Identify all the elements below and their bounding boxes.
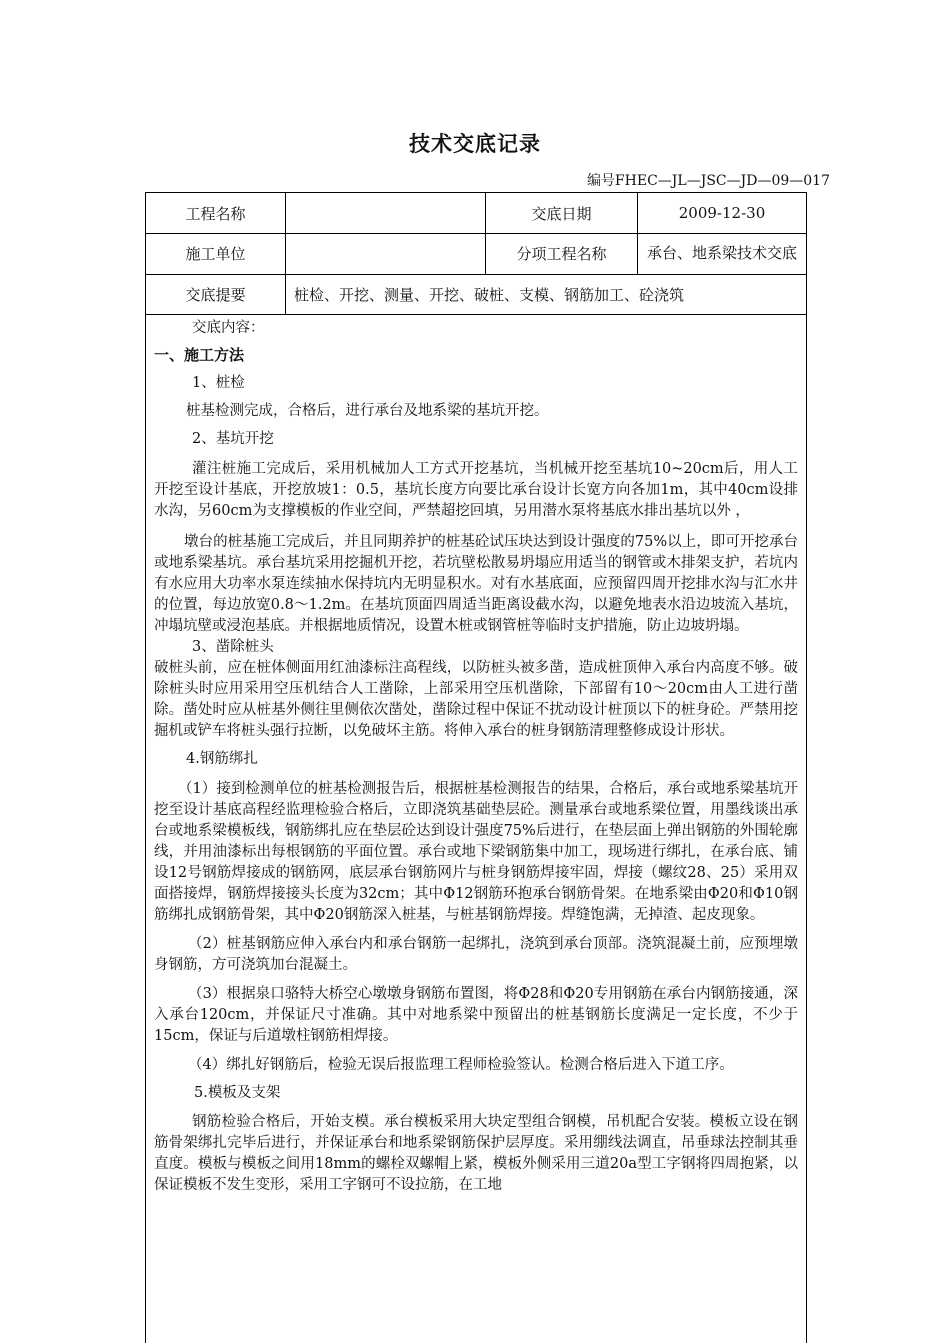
paragraph-3-1: 破桩头前，应在桩体侧面用红油漆标注高程线，以防桩头被多凿，造成桩顶伸入承台内高度不够。破除桩头时应用采用空压机结合人工凿除，上部采用空压机凿除，下部留有10～20cm由人工进行凿除。凿处时应从桩基外侧往里侧依次凿处，凿除过程中保证不扰动设计桩顶以下的桩身砼。严禁用挖掘机或铲车将桩头强行拉断，以免破坏主筋。将伸入承台的桩身钢筋清理整修成设计形状。 <box>154 660 798 739</box>
paragraph-2-1: 灌注桩施工完成后，采用机械加人工方式开挖基坑，当机械开挖至基坑10~20cm后，用人工开挖至设计基底，开挖放坡1：0.5，基坑长度方向要比承台设计长宽方向各加1m，其中40cm设排水沟，另60cm为支撑模板的作业空间，严禁超挖回填，另用潜水泵将基底水排出基坑以外 ， <box>154 461 798 519</box>
paragraph-4-1: （1）接到检测单位的桩基检测报告后，根据桩基检测报告的结果，合格后，承台或地系梁基坑开挖至设计基底高程经监理检验合格后，立即浇筑基础垫层砼。测量承台或地系梁位置，用墨线谈出承台或地系梁模板线，钢筋绑扎应在垫层砼达到设计强度75%后进行，在垫层面上弹出钢筋的外围轮廓线，并用油漆标出每根钢筋的平面位置。承台或地下梁钢筋集中加工，现场进行绑扎，在承台底、铺设12号钢筋焊接成的钢筋网，底层承台钢筋网片与桩身钢筋焊接牢固，焊接（螺纹28、25）采用双面搭接焊，钢筋焊接接头长度为32cm；其中Φ12钢筋环抱承台钢筋骨架。在地系梁由Φ20和Φ10钢筋绑扎成钢筋骨架，其中Φ20钢筋深入桩基，与桩基钢筋焊接。焊缝饱满，无掉渣、起皮现象。 <box>154 781 798 923</box>
paragraph-4-3: （3）根据泉口骆特大桥空心墩墩身钢筋布置图，将Φ28和Φ20专用钢筋在承台内钢筋接通，深入承台120cm，并保证尺寸准确。其中对地系梁中预留出的桩基钢筋长度满足一定长度，不少于15cm，保证与后道墩柱钢筋相焊接。 <box>154 986 798 1044</box>
header-row-project <box>146 193 806 234</box>
content-body <box>146 315 806 1196</box>
summary-value: 桩检、开挖、测量、开挖、破桩、支模、钢筋加工、砼浇筑 <box>294 285 685 304</box>
project-name-value <box>286 193 486 233</box>
header-row-unit <box>146 233 806 275</box>
date-label: 交底日期 <box>486 193 638 233</box>
summary-label: 交底提要 <box>146 274 286 314</box>
paragraph-1-1: 桩基检测完成，合格后，进行承台及地系梁的基坑开挖。 <box>186 403 549 419</box>
record-table <box>145 192 807 1343</box>
section-heading: 一、施工方法 <box>154 346 245 364</box>
project-name-label: 工程名称 <box>146 193 286 233</box>
subsection-heading-2: 2、基坑开挖 <box>192 431 274 447</box>
paragraph-5-1: 钢筋检验合格后，开始支模。承台模板采用大块定型组合钢模，吊机配合安装。模板立设在钢筋骨架绑扎完毕后进行，并保证承台和地系梁钢筋保护层厚度。采用绷线法调直，吊垂球法控制其垂直度。模板与模板之间用18mm的螺栓双螺帽上紧，模板外侧采用三道20a型工字钢将四周抱紧，以保证模板不发生变形，采用工字钢可不设拉筋，在工地 <box>154 1114 798 1193</box>
paragraph-4-4: （4）绑扎好钢筋后，检验无误后报监理工程师检验签认。检测合格后进入下道工序。 <box>188 1057 734 1073</box>
unit-label: 施工单位 <box>146 233 286 274</box>
subsection-heading-4: 4.钢筋绑扎 <box>186 751 258 767</box>
subsection-heading-3: 3、凿除桩头 <box>192 639 274 655</box>
subsection-heading-1: 1、桩检 <box>192 375 245 391</box>
subsection-heading-5: 5.模板及支架 <box>194 1085 281 1101</box>
date-value: 2009-12-30 <box>678 204 766 222</box>
subitem-value: 承台、地系梁技术交底 <box>646 244 797 262</box>
content-intro: 交底内容： <box>192 320 265 336</box>
page-title: 技术交底记录 <box>409 131 541 156</box>
paragraph-4-2: （2）桩基钢筋应伸入承台内和承台钢筋一起绑扎，浇筑到承台顶部。浇筑混凝土前，应预埋墩身钢筋，方可浇筑加台混凝土。 <box>154 936 798 973</box>
unit-value <box>286 233 486 274</box>
header-row-summary <box>146 274 806 315</box>
paragraph-2-2: 墩台的桩基施工完成后，并且同期养护的桩基砼试压块达到设计强度的75%以上，即可开挖承台或地系梁基坑。承台基坑采用挖掘机开挖，若坑壁松散易坍塌应用适当的钢管或木排架支护，若坑内有水应用大功率水泵连续抽水保持坑内无明显积水。对有水基底面，应预留四周开挖排水沟与汇水井的位置，每边放宽0.8～1.2m。在基坑顶面四周适当距离设截水沟，以避免地表水沿边坡流入基坑，冲塌坑壁或浸泡基底。并根据地质情况，设置木桩或钢管桩等临时支护措施，防止边坡坍塌。 <box>154 534 798 634</box>
document-number: 编号FHEC—JL—JSC—JD—09—017 <box>586 173 830 189</box>
subitem-label: 分项工程名称 <box>486 233 638 274</box>
